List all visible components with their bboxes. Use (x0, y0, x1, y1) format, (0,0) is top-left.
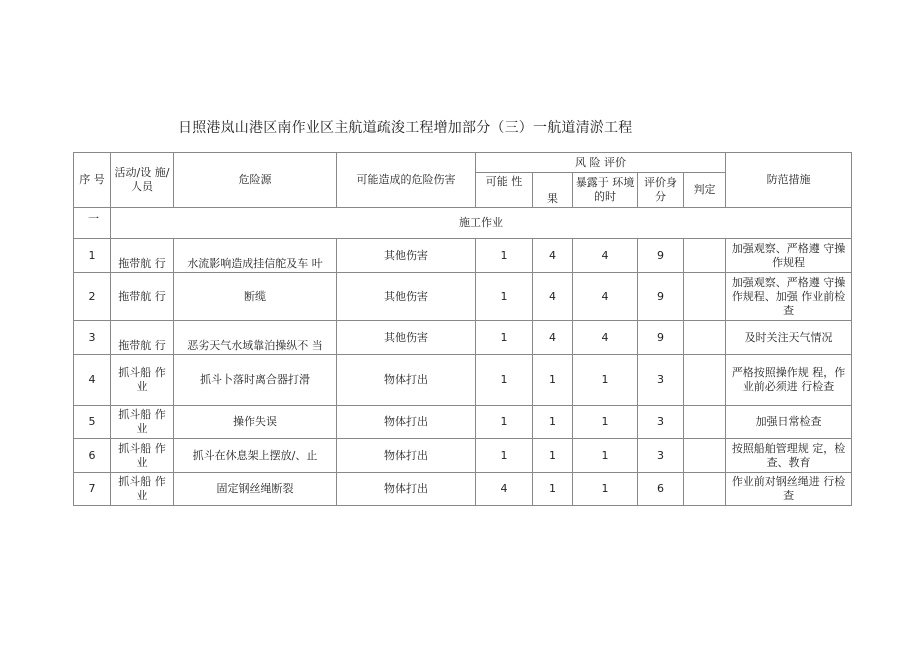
row-judge (684, 439, 726, 473)
table-row (74, 473, 852, 506)
row-activity: 拖带航 行 (111, 321, 174, 355)
row-judge (684, 473, 726, 506)
row-exposure: 4 (573, 273, 638, 321)
row-measures: 按照船舶管理规 定，检查、教育 (726, 439, 852, 473)
row-hazard: 抓斗卜落时离合器打滑 (174, 355, 337, 406)
row-consequence: 1 (533, 406, 573, 439)
section-row (74, 208, 852, 239)
row-seq: 3 (74, 321, 111, 355)
row-activity: 拖带航 行 (111, 239, 174, 273)
row-seq: 5 (74, 406, 111, 439)
header-possibility: 可能 性 (476, 173, 533, 208)
row-consequence: 1 (533, 473, 573, 506)
row-consequence: 4 (533, 239, 573, 273)
table-row (74, 406, 852, 439)
row-judge (684, 406, 726, 439)
row-score: 3 (638, 355, 684, 406)
row-measures: 严格按照操作规 程，作业前必须进 行检查 (726, 355, 852, 406)
row-seq: 7 (74, 473, 111, 506)
row-measures: 加强日常检查 (726, 406, 852, 439)
row-possibility: 1 (476, 439, 533, 473)
row-possibility: 1 (476, 321, 533, 355)
row-exposure: 1 (573, 355, 638, 406)
header-hazard: 危险源 (174, 153, 337, 208)
row-harm: 其他伤害 (337, 321, 476, 355)
section-seq: 一 (74, 208, 111, 239)
row-measures: 加强观察、严格遵 守操作规程、加强 作业前检查 (726, 273, 852, 321)
row-possibility: 4 (476, 473, 533, 506)
table-row (74, 321, 852, 355)
row-hazard: 操作失误 (174, 406, 337, 439)
row-judge (684, 273, 726, 321)
row-hazard: 断缆 (174, 273, 337, 321)
table-row (74, 239, 852, 273)
document-title: 日照港岚山港区南作业区主航道疏浚工程增加部分（三）一航道清淤工程 (178, 120, 633, 136)
row-consequence: 1 (533, 439, 573, 473)
row-exposure: 1 (573, 406, 638, 439)
header-harm: 可能造成的危险伤害 (337, 153, 476, 208)
row-seq: 2 (74, 273, 111, 321)
row-possibility: 1 (476, 355, 533, 406)
row-hazard: 固定钢丝绳断裂 (174, 473, 337, 506)
header-seq: 序 号 (74, 153, 111, 208)
row-measures: 作业前对钢丝绳进 行检查 (726, 473, 852, 506)
table-row (74, 355, 852, 406)
row-exposure: 1 (573, 439, 638, 473)
row-consequence: 4 (533, 273, 573, 321)
row-seq: 4 (74, 355, 111, 406)
row-score: 9 (638, 273, 684, 321)
row-consequence: 1 (533, 355, 573, 406)
row-activity: 抓斗船 作业 (111, 473, 174, 506)
row-score: 3 (638, 439, 684, 473)
row-score: 3 (638, 406, 684, 439)
row-harm: 物体打出 (337, 439, 476, 473)
row-measures: 及时关注天气情况 (726, 321, 852, 355)
row-activity: 抓斗船 作业 (111, 439, 174, 473)
header-exposure: 暴露于 环境的时 (573, 173, 638, 208)
risk-assessment-table (73, 152, 852, 506)
row-seq: 6 (74, 439, 111, 473)
row-hazard: 抓斗在休息架上摆放/、止 (174, 439, 337, 473)
row-judge (684, 355, 726, 406)
row-exposure: 1 (573, 473, 638, 506)
row-harm: 物体打出 (337, 473, 476, 506)
row-hazard: 恶劣天气水域靠泊操纵不 当 (174, 321, 337, 355)
header-score: 评价身 分 (638, 173, 684, 208)
row-possibility: 1 (476, 239, 533, 273)
table-row (74, 273, 852, 321)
row-possibility: 1 (476, 406, 533, 439)
row-judge (684, 321, 726, 355)
section-label: 施工作业 (111, 208, 852, 239)
row-hazard: 水流影响造成挂信舵及车 叶 (174, 239, 337, 273)
row-activity: 抓斗船 作业 (111, 406, 174, 439)
row-score: 9 (638, 239, 684, 273)
row-exposure: 4 (573, 239, 638, 273)
row-harm: 其他伤害 (337, 239, 476, 273)
row-score: 9 (638, 321, 684, 355)
header-row-1 (74, 153, 852, 173)
row-activity: 抓斗船 作业 (111, 355, 174, 406)
row-activity: 拖带航 行 (111, 273, 174, 321)
header-judge: 判定 (684, 173, 726, 208)
header-activity: 活动/设 施/人员 (111, 153, 174, 208)
row-consequence: 4 (533, 321, 573, 355)
header-consequence: 果 (533, 173, 573, 208)
row-harm: 物体打出 (337, 406, 476, 439)
row-harm: 其他伤害 (337, 273, 476, 321)
row-exposure: 4 (573, 321, 638, 355)
header-measures: 防范措施 (726, 153, 852, 208)
header-risk-eval: 风 险 评价 (476, 153, 726, 173)
row-measures: 加强观察、严格遵 守操作规程 (726, 239, 852, 273)
row-harm: 物体打出 (337, 355, 476, 406)
row-judge (684, 239, 726, 273)
table-row (74, 439, 852, 473)
row-score: 6 (638, 473, 684, 506)
row-seq: 1 (74, 239, 111, 273)
row-possibility: 1 (476, 273, 533, 321)
